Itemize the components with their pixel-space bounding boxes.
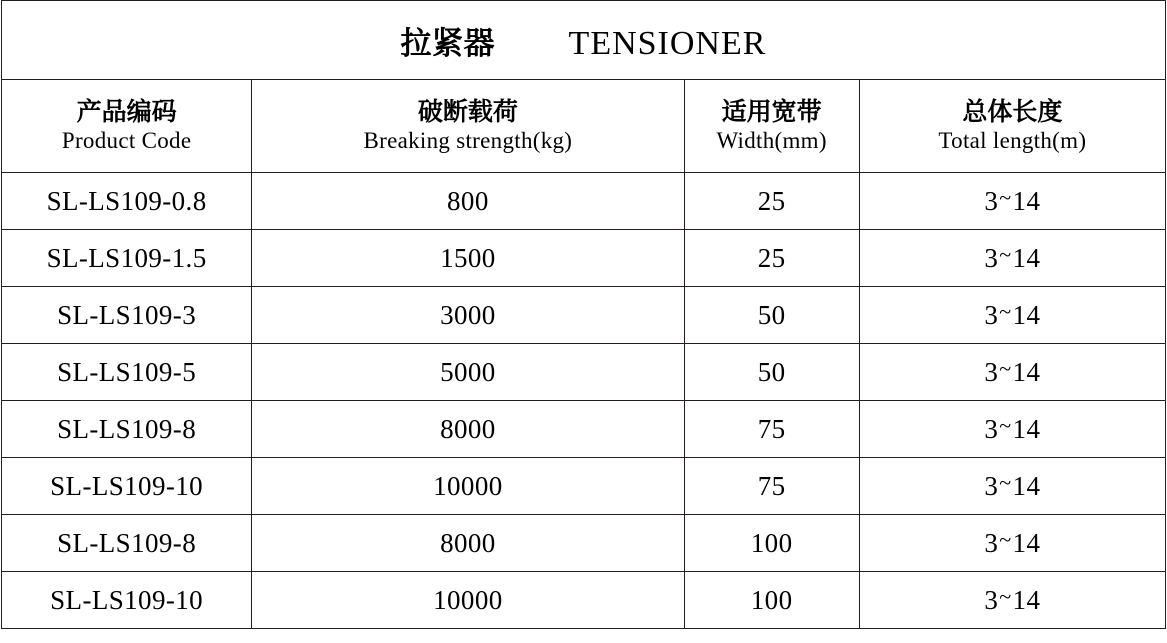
table-row — [2, 401, 1166, 458]
length-max: 14 — [1012, 185, 1041, 216]
cell-total-length — [859, 458, 1165, 515]
length-min: 3 — [984, 299, 999, 330]
cell-width: 50 — [684, 287, 859, 344]
column-header-cn: 适用宽带 — [721, 97, 822, 126]
cell-total-length — [859, 401, 1165, 458]
table-row — [2, 344, 1166, 401]
length-min: 3 — [984, 527, 999, 558]
cell-total-length — [859, 515, 1165, 572]
range-separator: ~ — [999, 298, 1012, 324]
cell-breaking-strength: 10000 — [252, 458, 684, 515]
length-max: 14 — [1012, 584, 1041, 615]
table-row — [2, 230, 1166, 287]
cell-product-code: SL-LS109-10 — [2, 572, 252, 629]
page-title — [2, 1, 1166, 80]
cell-width: 75 — [684, 401, 859, 458]
table-row — [2, 287, 1166, 344]
column-header-cn: 产品编码 — [76, 97, 177, 126]
cell-breaking-strength: 3000 — [252, 287, 684, 344]
table-row — [2, 173, 1166, 230]
cell-total-length — [859, 230, 1165, 287]
column-header-cn: 总体长度 — [962, 97, 1063, 126]
range-separator: ~ — [999, 583, 1012, 609]
cell-product-code: SL-LS109-3 — [2, 287, 252, 344]
cell-product-code: SL-LS109-5 — [2, 344, 252, 401]
column-header-en: Breaking strength(kg) — [363, 128, 573, 154]
length-min: 3 — [984, 356, 999, 387]
cell-width: 100 — [684, 515, 859, 572]
range-separator: ~ — [999, 412, 1012, 438]
cell-breaking-strength: 5000 — [252, 344, 684, 401]
range-separator: ~ — [999, 355, 1012, 381]
column-header-total-length — [859, 80, 1165, 173]
cell-breaking-strength: 8000 — [252, 401, 684, 458]
cell-width: 75 — [684, 458, 859, 515]
length-max: 14 — [1012, 527, 1041, 558]
column-header-cn: 破断载荷 — [417, 97, 518, 126]
column-header-en: Product Code — [61, 128, 192, 154]
cell-total-length — [859, 344, 1165, 401]
column-header-width — [684, 80, 859, 173]
range-separator: ~ — [999, 526, 1012, 552]
cell-product-code: SL-LS109-0.8 — [2, 173, 252, 230]
length-min: 3 — [984, 413, 999, 444]
page-title-cn: 拉紧器 — [400, 25, 496, 62]
table-header-row — [2, 80, 1166, 173]
length-min: 3 — [984, 470, 999, 501]
cell-width: 25 — [684, 173, 859, 230]
column-header-product-code — [2, 80, 252, 173]
tensioner-spec-table — [1, 0, 1166, 629]
cell-breaking-strength: 8000 — [252, 515, 684, 572]
range-separator: ~ — [999, 469, 1012, 495]
cell-breaking-strength: 800 — [252, 173, 684, 230]
length-min: 3 — [984, 185, 999, 216]
table-row — [2, 515, 1166, 572]
table-body — [2, 173, 1166, 629]
table-row — [2, 572, 1166, 629]
cell-total-length — [859, 287, 1165, 344]
table-row — [2, 458, 1166, 515]
cell-total-length — [859, 173, 1165, 230]
column-header-en: Width(mm) — [716, 128, 827, 154]
range-separator: ~ — [999, 184, 1012, 210]
column-header-en: Total length(m) — [938, 128, 1087, 154]
cell-width: 50 — [684, 344, 859, 401]
length-max: 14 — [1012, 242, 1041, 273]
cell-product-code: SL-LS109-10 — [2, 458, 252, 515]
cell-breaking-strength: 1500 — [252, 230, 684, 287]
length-max: 14 — [1012, 299, 1041, 330]
cell-width: 100 — [684, 572, 859, 629]
column-header-breaking-strength — [252, 80, 684, 173]
length-max: 14 — [1012, 470, 1041, 501]
length-min: 3 — [984, 242, 999, 273]
cell-product-code: SL-LS109-1.5 — [2, 230, 252, 287]
cell-product-code: SL-LS109-8 — [2, 401, 252, 458]
cell-breaking-strength: 10000 — [252, 572, 684, 629]
page-title-en: TENSIONER — [568, 24, 767, 62]
cell-product-code: SL-LS109-8 — [2, 515, 252, 572]
range-separator: ~ — [999, 241, 1012, 267]
length-max: 14 — [1012, 413, 1041, 444]
length-min: 3 — [984, 584, 999, 615]
cell-width: 25 — [684, 230, 859, 287]
cell-total-length — [859, 572, 1165, 629]
table-title-row — [2, 1, 1166, 80]
length-max: 14 — [1012, 356, 1041, 387]
